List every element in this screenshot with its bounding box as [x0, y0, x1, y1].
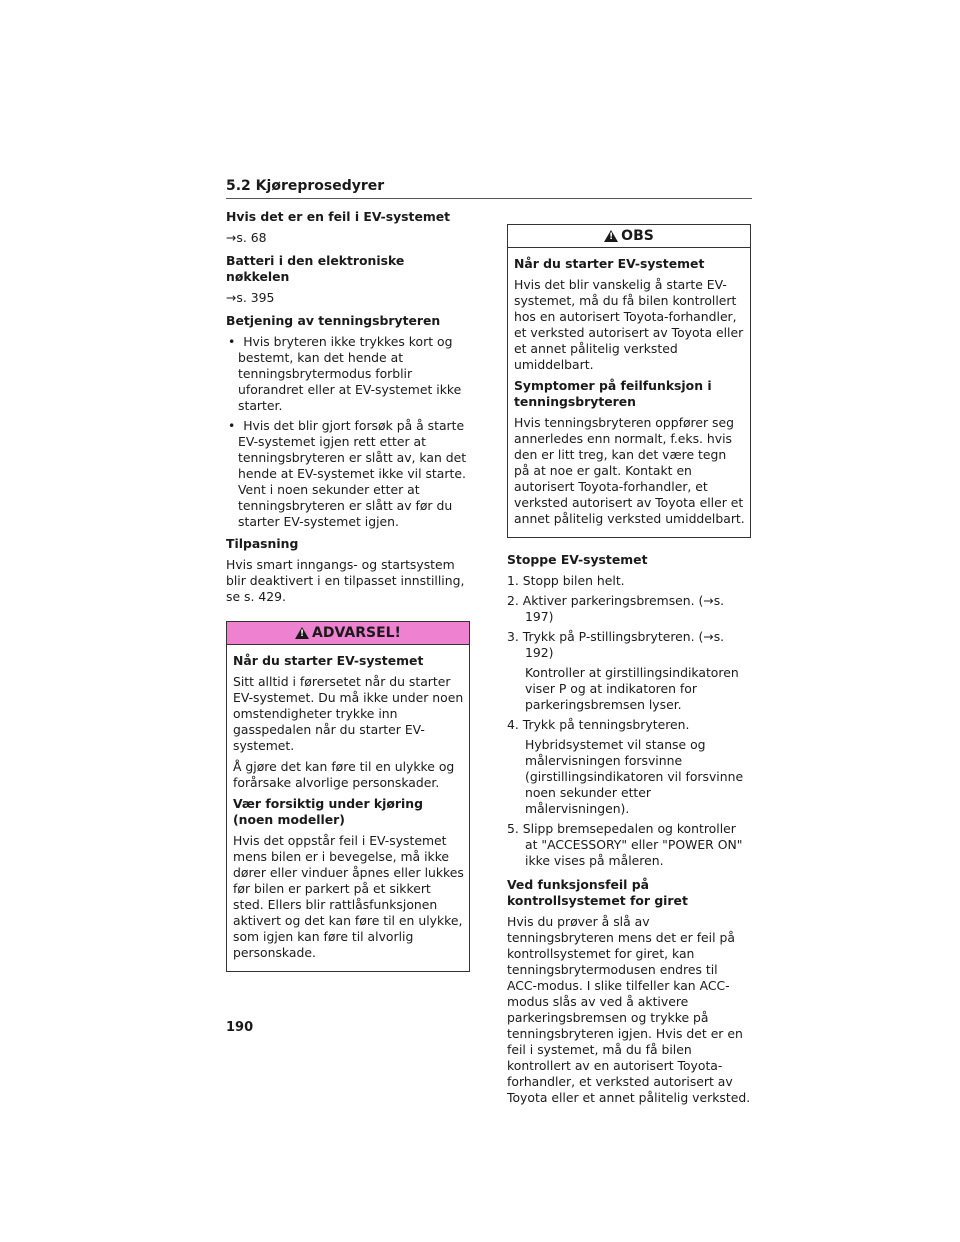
- obs-heading: Symptomer på feilfunksjon i tenningsbryteren: [514, 378, 712, 409]
- heading-ev-fault: Hvis det er en feil i EV-systemet: [226, 209, 451, 224]
- heading-customization: Tilpasning: [226, 536, 299, 551]
- page-reference[interactable]: →s. 68: [226, 230, 267, 245]
- warning-paragraph: Hvis det oppstår feil i EV-systemet mens bilen er i bevegelse, må ikke dører eller vinduer åpnes eller lukkes før bilen er parkert på et sikkert sted. Ellers blir rattlåsfunksjonen aktivert og det kan føre til en ulykke, som igjen kan føre til alvorlig personskade.: [233, 833, 464, 960]
- step-item: 4. Trykk på tenningsbryteren.: [507, 717, 690, 732]
- step-item: 2. Aktiver parkeringsbremsen. (→s. 197): [507, 593, 725, 624]
- obs-title-bar: [508, 225, 750, 248]
- warning-heading: Når du starter EV-systemet: [233, 653, 424, 668]
- step-item: 5. Slipp bremsepedalen og kontroller at "ACCESSORY" eller "POWER ON" ikke vises på måleren.: [507, 821, 743, 868]
- warning-paragraph: Å gjøre det kan føre til en ulykke og forårsake alvorlige personskader.: [233, 759, 455, 790]
- step-detail: Kontroller at girstillingsindikatoren viser P og at indikatoren for parkeringsbremsen lyser.: [525, 665, 739, 712]
- obs-paragraph: Hvis tenningsbryteren oppfører seg annerledes enn normalt, f.eks. hvis den er litt treg, kan det være tegn på at noe er galt. Kontakt en autorisert Toyota-forhandler, et verksted autorisert av Toyota eller et annet pålitelig verksted umiddelbart.: [514, 415, 745, 526]
- page-reference[interactable]: →s. 395: [226, 290, 275, 305]
- right-column: [507, 224, 751, 1111]
- step-detail: Hybridsystemet vil stanse og målervisningen forsvinne (girstillingsindikatoren vil forsvinne noen sekunder etter målervisningen).: [525, 737, 744, 816]
- customization-text: Hvis smart inngangs- og startsystem blir deaktivert i en tilpasset innstilling, se s. 429.: [226, 557, 465, 604]
- step-item: 1. Stopp bilen helt.: [507, 573, 625, 588]
- bullet-item: • Hvis det blir gjort forsøk på å starte EV-systemet igjen rett etter at tenningsbryteren er slått av, kan det hende at EV-systemet ikke vil starte. Vent i noen sekunder etter at tenningsbryteren er slått av før du starter EV-systemet igjen.: [228, 418, 467, 529]
- obs-body: [508, 248, 750, 537]
- obs-title: OBS: [621, 228, 654, 244]
- warning-body: [227, 645, 469, 971]
- warning-title: ADVARSEL!: [312, 625, 401, 641]
- warning-title-bar: [227, 622, 469, 645]
- step-item: 3. Trykk på P-stillingsbryteren. (→s. 192): [507, 629, 725, 660]
- warning-heading: Vær forsiktig under kjøring (noen modeller): [233, 796, 423, 827]
- warning-box: [226, 621, 470, 972]
- bullet-item: • Hvis bryteren ikke trykkes kort og bestemt, kan det hende at tenningsbrytermodus forblir uforandret eller at EV-systemet ikke starter.: [228, 334, 462, 413]
- section-header: 5.2 Kjøreprosedyrer: [226, 178, 752, 199]
- obs-heading: Når du starter EV-systemet: [514, 256, 705, 271]
- obs-paragraph: Hvis det blir vanskelig å starte EV-systemet, må du få bilen kontrollert hos en autorisert Toyota-forhandler, et verksted autorisert av Toyota eller et annet pålitelig verksted umiddelbart.: [514, 277, 744, 372]
- heading-stop-ev: Stoppe EV-systemet: [507, 552, 648, 567]
- page-number: 190: [226, 1020, 254, 1035]
- warning-paragraph: Sitt alltid i førersetet når du starter EV-systemet. Du må ikke under noen omstendigheter trykke inn gasspedalen når du starter EV-systemet.: [233, 674, 464, 753]
- heading-shift-fault: Ved funksjonsfeil på kontrollsystemet for giret: [507, 877, 688, 908]
- warning-triangle-icon: !: [295, 627, 309, 639]
- left-column: [226, 209, 470, 972]
- shift-fault-text: Hvis du prøver å slå av tenningsbryteren mens det er feil på kontrollsystemet for giret, kan tenningsbrytermodusen endres til ACC-modus. I slike tilfeller kan ACC-modus slås av ved å aktivere parkeringsbremsen og trykke på tenningsbryteren igjen. Hvis det er en feil i systemet, må du få bilen kontrollert av en autorisert Toyota-forhandler, et verksted autorisert av Toyota eller et annet pålitelig verksted.: [507, 914, 751, 1105]
- heading-key-battery: Batteri i den elektroniske nøkkelen: [226, 253, 405, 284]
- heading-ignition-operation: Betjening av tenningsbryteren: [226, 313, 441, 328]
- obs-box: [507, 224, 751, 538]
- warning-triangle-icon: !: [604, 230, 618, 242]
